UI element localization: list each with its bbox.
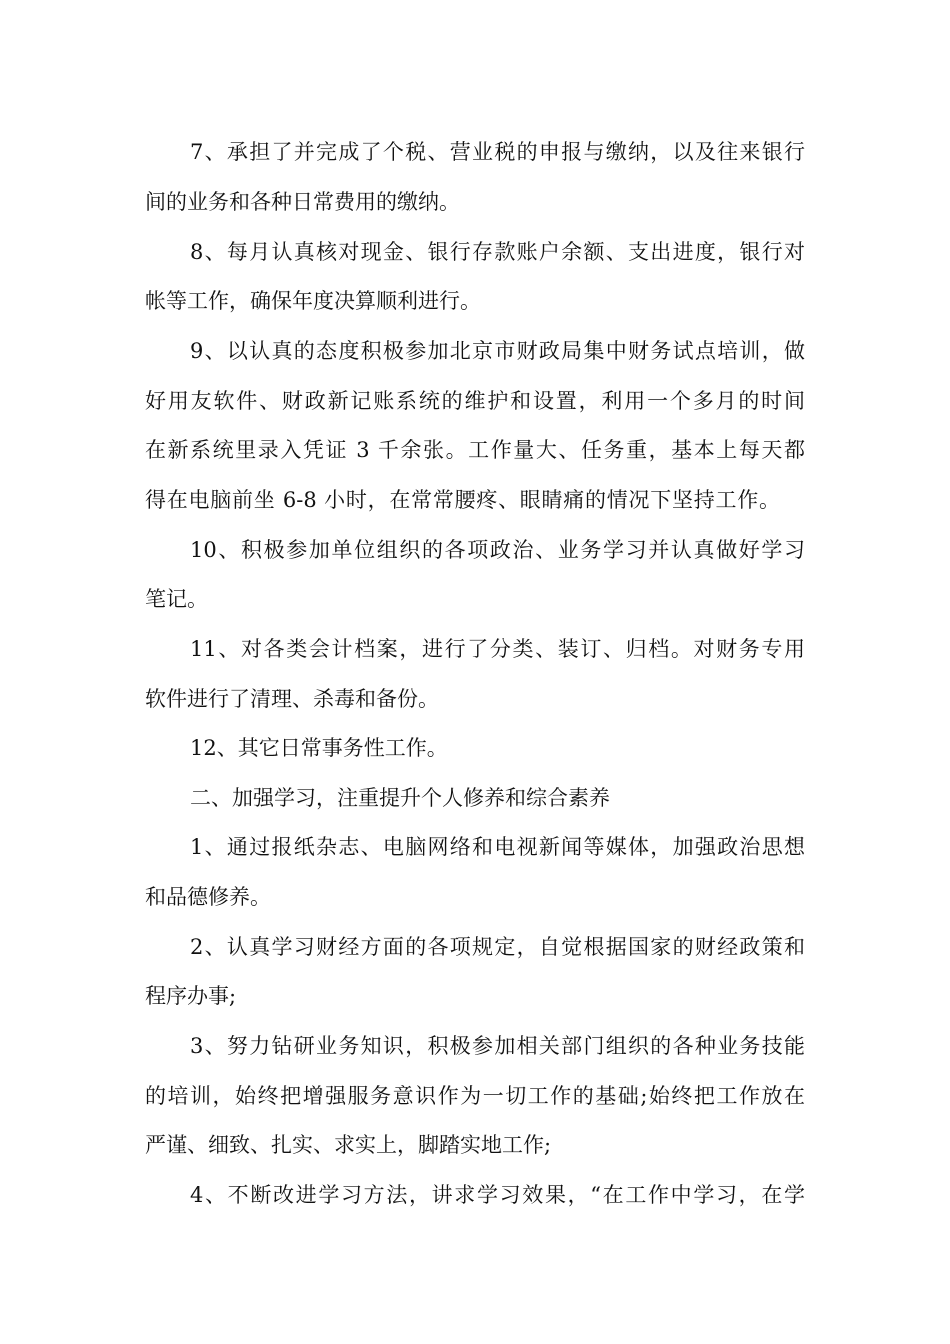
section-2-item-3-line-3: 严谨、细致、扎实、求实上，脚踏实地工作; xyxy=(145,1133,552,1157)
paragraph-9-line-2: 好用友软件、财政新记账系统的维护和设置，利用一个多月的时间 xyxy=(145,389,805,413)
paragraph-11-line-2: 软件进行了清理、杀毒和备份。 xyxy=(145,687,439,711)
paragraph-7-line-2: 间的业务和各种日常费用的缴纳。 xyxy=(145,190,460,214)
section-2-heading: 二、加强学习，注重提升个人修养和综合素养 xyxy=(190,786,610,810)
section-2-item-3-line-2: 的培训，始终把增强服务意识作为一切工作的基础;始终把工作放在 xyxy=(145,1084,805,1108)
paragraph-10-line-2: 笔记。 xyxy=(145,587,208,611)
section-2-item-3-line-1: 3、努力钻研业务知识，积极参加相关部门组织的各种业务技能 xyxy=(190,1034,805,1058)
paragraph-8-line-1: 8、每月认真核对现金、银行存款账户余额、支出进度，银行对 xyxy=(190,240,805,264)
section-2-item-4-line-1: 4、不断改进学习方法，讲求学习效果，“在工作中学习，在学 xyxy=(190,1183,805,1207)
paragraph-9-line-1: 9、以认真的态度积极参加北京市财政局集中财务试点培训，做 xyxy=(190,339,805,363)
section-2-item-1-line-1: 1、通过报纸杂志、电脑网络和电视新闻等媒体，加强政治思想 xyxy=(190,835,805,859)
paragraph-9-line-3: 在新系统里录入凭证 3 千余张。工作量大、任务重，基本上每天都 xyxy=(145,438,805,462)
paragraph-12-line-1: 12、其它日常事务性工作。 xyxy=(190,736,448,760)
paragraph-10-line-1: 10、积极参加单位组织的各项政治、业务学习并认真做好学习 xyxy=(190,538,805,562)
section-2-item-2-line-2: 程序办事; xyxy=(145,984,237,1008)
section-2-item-1-line-2: 和品德修养。 xyxy=(145,885,271,909)
section-2-item-2-line-1: 2、认真学习财经方面的各项规定，自觉根据国家的财经政策和 xyxy=(190,935,805,959)
paragraph-9-line-4: 得在电脑前坐 6-8 小时，在常常腰疼、眼睛痛的情况下坚持工作。 xyxy=(145,488,780,512)
paragraph-7-line-1: 7、承担了并完成了个税、营业税的申报与缴纳，以及往来银行 xyxy=(190,140,805,164)
paragraph-11-line-1: 11、对各类会计档案，进行了分类、装订、归档。对财务专用 xyxy=(190,637,805,661)
paragraph-8-line-2: 帐等工作，确保年度决算顺利进行。 xyxy=(145,289,481,313)
